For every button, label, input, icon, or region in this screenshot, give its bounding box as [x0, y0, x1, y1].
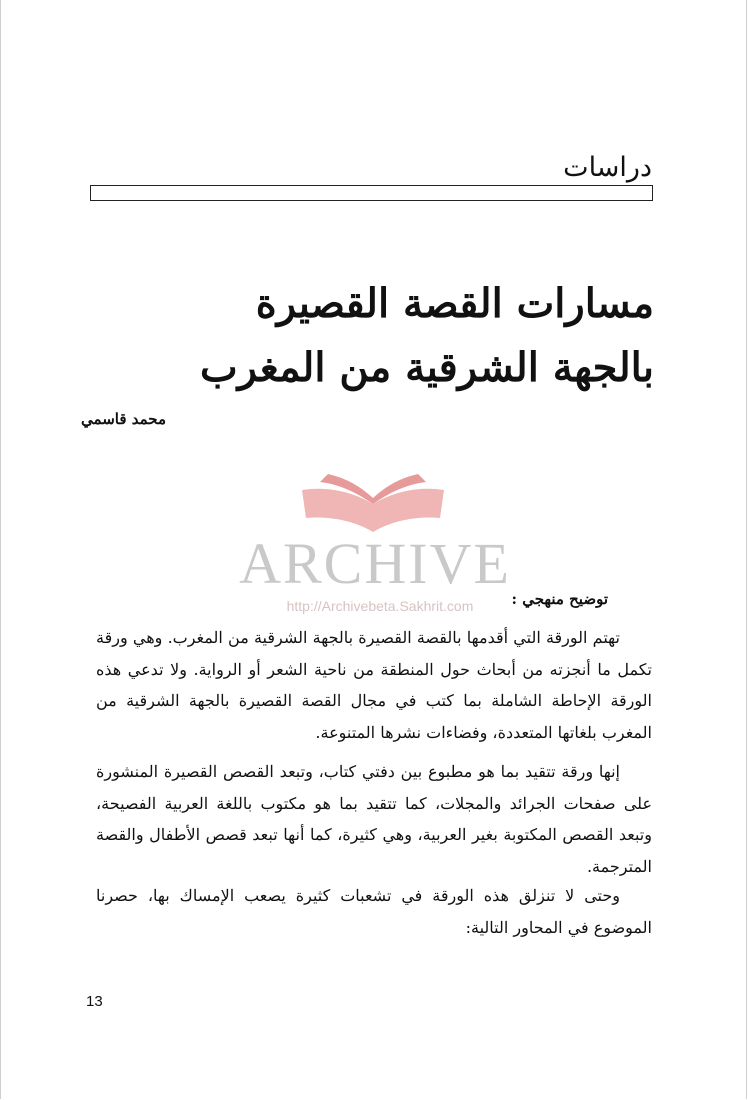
paragraph-2: إنها ورقة تتقيد بما هو مطبوع بين دفتي كتاب، وتبعد القصص القصيرة المنشورة على صفحات الجرائد والمجلات، كما تتقيد بما هو مكتوب باللغة العربية الفصيحة، وتبعد القصص المكتوبة بغير العربية، وهي كثيرة، كما أنها تبعد قصص الأطفال والقصة المترجمة.: [96, 762, 652, 876]
watermark-url: http://Archivebeta.Sakhrit.com: [286, 598, 474, 614]
article-title: مسارات القصة القصيرة بالجهة الشرقية من المغرب: [199, 280, 654, 391]
section-label: دراسات: [563, 152, 652, 183]
section-subheading: توضيح منهجي :: [511, 590, 608, 608]
author-name: محمد قاسمي: [81, 410, 166, 428]
archive-watermark: [230, 470, 520, 620]
paragraph-1: تهتم الورقة التي أقدمها بالقصة القصيرة بالجهة الشرقية من المغرب. وهي ورقة تكمل ما أنجزته من أبحاث حول المنطقة من ناحية الشعر أو الرواية. ولا تدعي هذه الورقة الإحاطة الشاملة بما كتب في مجال القصة القصيرة بالجهة الشرقية من المغرب بلغاتها المتعددة، وفضاءات نشرها المتنوعة.: [96, 628, 652, 742]
section-divider-box: [90, 185, 653, 201]
paragraph-3: وحتى لا تنزلق هذه الورقة في تشعبات كثيرة يصعب الإمساك بها، حصرنا الموضوع في المحاور التالية:: [96, 886, 652, 937]
page-number: 13: [86, 993, 103, 1010]
watermark-text: ARCHIVE: [239, 531, 511, 596]
